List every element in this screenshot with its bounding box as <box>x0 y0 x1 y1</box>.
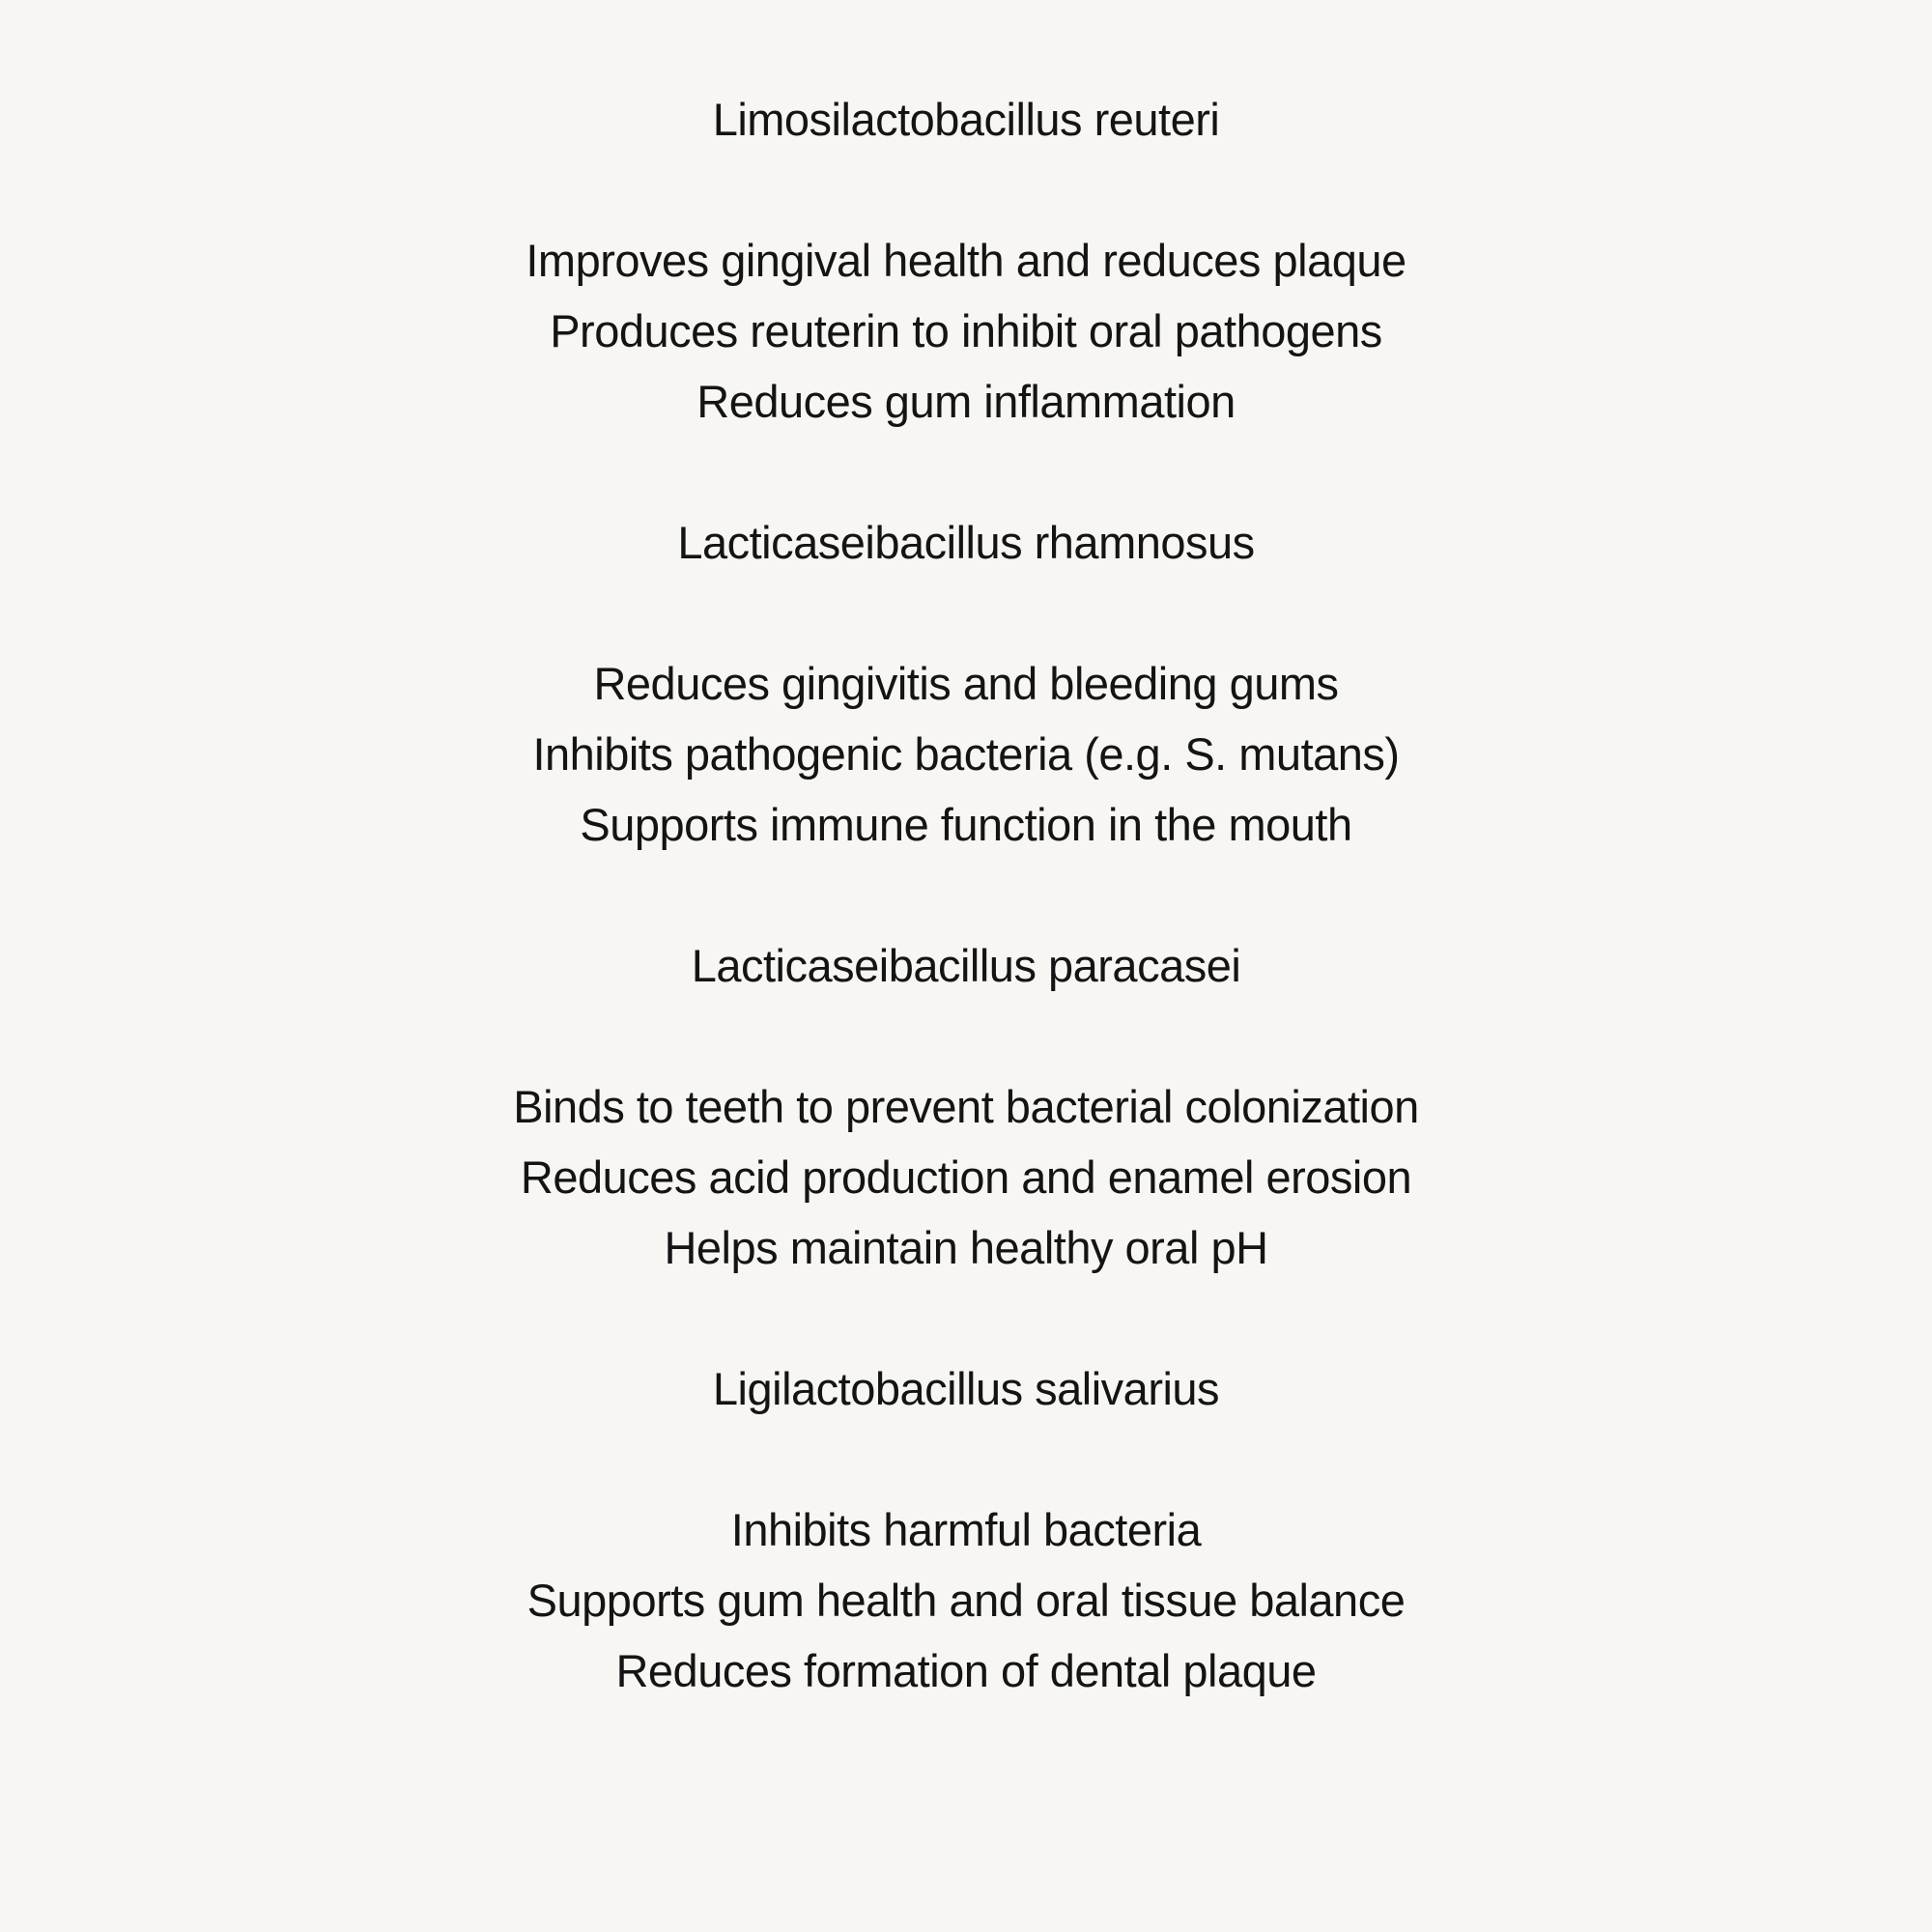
strain-heading: Ligilactobacillus salivarius <box>712 1363 1220 1414</box>
benefit-item: Reduces gingivitis and bleeding gums <box>593 658 1339 709</box>
benefit-item: Reduces formation of dental plaque <box>615 1645 1317 1696</box>
benefit-item: Reduces acid production and enamel erosion <box>520 1151 1412 1203</box>
benefit-item: Helps maintain healthy oral pH <box>664 1222 1268 1273</box>
benefit-list <box>0 1071 1932 1283</box>
benefit-item: Binds to teeth to prevent bacterial colonization <box>513 1081 1419 1132</box>
strain-section-reuteri <box>0 84 1932 437</box>
strain-section-rhamnosus <box>0 507 1932 860</box>
benefit-list <box>0 225 1932 437</box>
strain-heading: Limosilactobacillus reuteri <box>712 94 1220 145</box>
benefit-list <box>0 1494 1932 1706</box>
benefit-list <box>0 648 1932 860</box>
strain-section-paracasei <box>0 930 1932 1283</box>
strain-section-salivarius <box>0 1353 1932 1706</box>
benefit-item: Inhibits harmful bacteria <box>730 1504 1202 1555</box>
benefit-item: Supports gum health and oral tissue balance <box>526 1575 1406 1626</box>
strain-heading: Lacticaseibacillus paracasei <box>691 940 1241 991</box>
benefit-item: Supports immune function in the mouth <box>580 799 1352 850</box>
probiotic-strain-list <box>0 84 1932 1706</box>
benefit-item: Improves gingival health and reduces plaque <box>526 235 1406 286</box>
strain-heading: Lacticaseibacillus rhamnosus <box>677 517 1255 568</box>
benefit-item: Inhibits pathogenic bacteria (e.g. S. mutans) <box>532 728 1400 780</box>
benefit-item: Produces reuterin to inhibit oral pathogens <box>550 305 1382 356</box>
benefit-item: Reduces gum inflammation <box>696 376 1236 427</box>
